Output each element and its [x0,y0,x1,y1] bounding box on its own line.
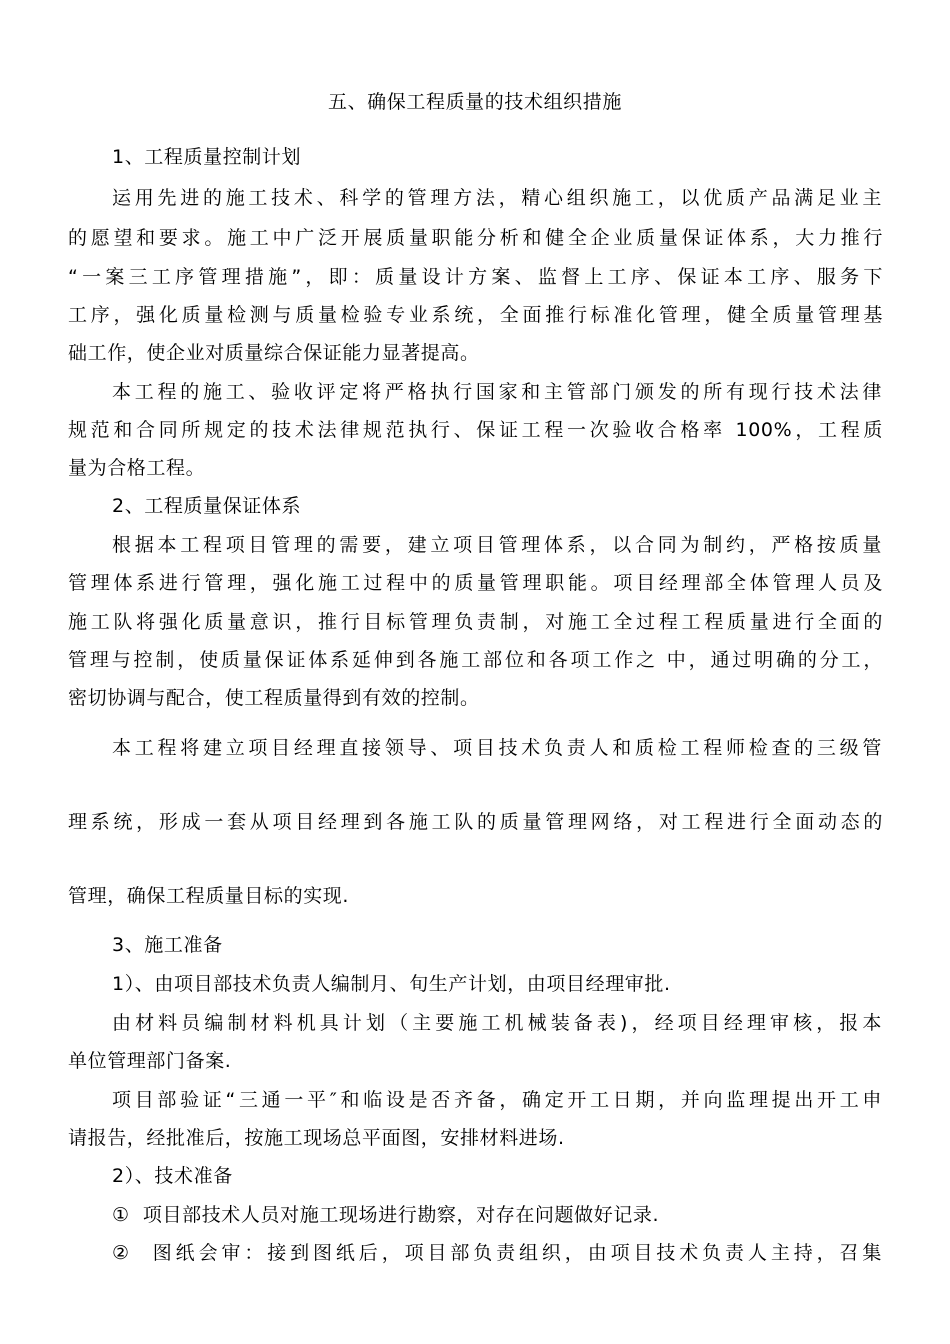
list-item: 1）、由项目部技术负责人编制月、旬生产计划，由项目经理审批. [112,973,671,995]
paragraph-line: 管理，确保工程质量目标的实现. [68,885,350,907]
section-heading-1: 1、工程质量控制计划 [112,146,302,168]
paragraph-line: 单位管理部门备案. [68,1050,232,1072]
paragraph-line: 工序，强化质量检测与质量检验专业系统，全面推行标准化管理，健全质量管理基 [68,304,883,326]
paragraph-line: 量为合格工程。 [68,457,206,479]
paragraph-line: 施工队将强化质量意识，推行目标管理负责制，对施工全过程工程质量进行全面的 [68,611,883,633]
paragraph-line: 运用先进的施工技术、科学的管理方法，精心组织施工，以优质产品满足业主 [112,187,882,209]
paragraph-line: 项目部验证“三通一平″和临设是否齐备，确定开工日期，并向监理提出开工申 [112,1089,882,1111]
paragraph-line: 础工作，使企业对质量综合保证能力显著提高。 [68,342,480,364]
paragraph-line: 根据本工程项目管理的需要，建立项目管理体系，以合同为制约，严格按质量 [112,534,882,556]
paragraph-line: 本工程将建立项目经理直接领导、项目技术负责人和质检工程师检查的三级管 [112,737,882,759]
list-item: 2）、技术准备 [112,1165,233,1187]
paragraph-line: 本工程的施工、验收评定将严格执行国家和主管部门颁发的所有现行技术法律 [112,381,882,403]
paragraph-line: 管理与控制，使质量保证体系延伸到各施工部位和各项工作之 中，通过明确的分工， [68,649,883,671]
section-heading-3: 3、施工准备 [112,934,223,956]
paragraph-line: 密切协调与配合，使工程质量得到有效的控制。 [68,687,480,709]
paragraph-line: 请报告，经批准后，按施工现场总平面图，安排材料进场. [68,1127,565,1149]
paragraph-line: 理系统，形成一套从项目经理到各施工队的质量管理网络，对工程进行全面动态的 [68,811,883,833]
paragraph-line: “一案三工序管理措施”，即：质量设计方案、监督上工序、保证本工序、服务下 [68,266,883,288]
paragraph-line: 的愿望和要求。施工中广泛开展质量职能分析和健全企业质量保证体系，大力推行 [68,227,883,249]
page-title: 五、确保工程质量的技术组织措施 [327,91,622,113]
section-heading-2: 2、工程质量保证体系 [112,495,302,517]
list-item: ② 图纸会审：接到图纸后，项目部负责组织，由项目技术负责人主持，召集 [112,1242,882,1264]
paragraph-line: 规范和合同所规定的技术法律规范执行、保证工程一次验收合格率 100%，工程质 [68,419,883,441]
paragraph-line: 管理体系进行管理，强化施工过程中的质量管理职能。项目经理部全体管理人员及 [68,572,883,594]
list-item: ① 项目部技术人员对施工现场进行勘察，对存在问题做好记录. [112,1204,660,1226]
paragraph-line: 由材料员编制材料机具计划（主要施工机械装备表)，经项目经理审核，报本 [112,1012,882,1034]
